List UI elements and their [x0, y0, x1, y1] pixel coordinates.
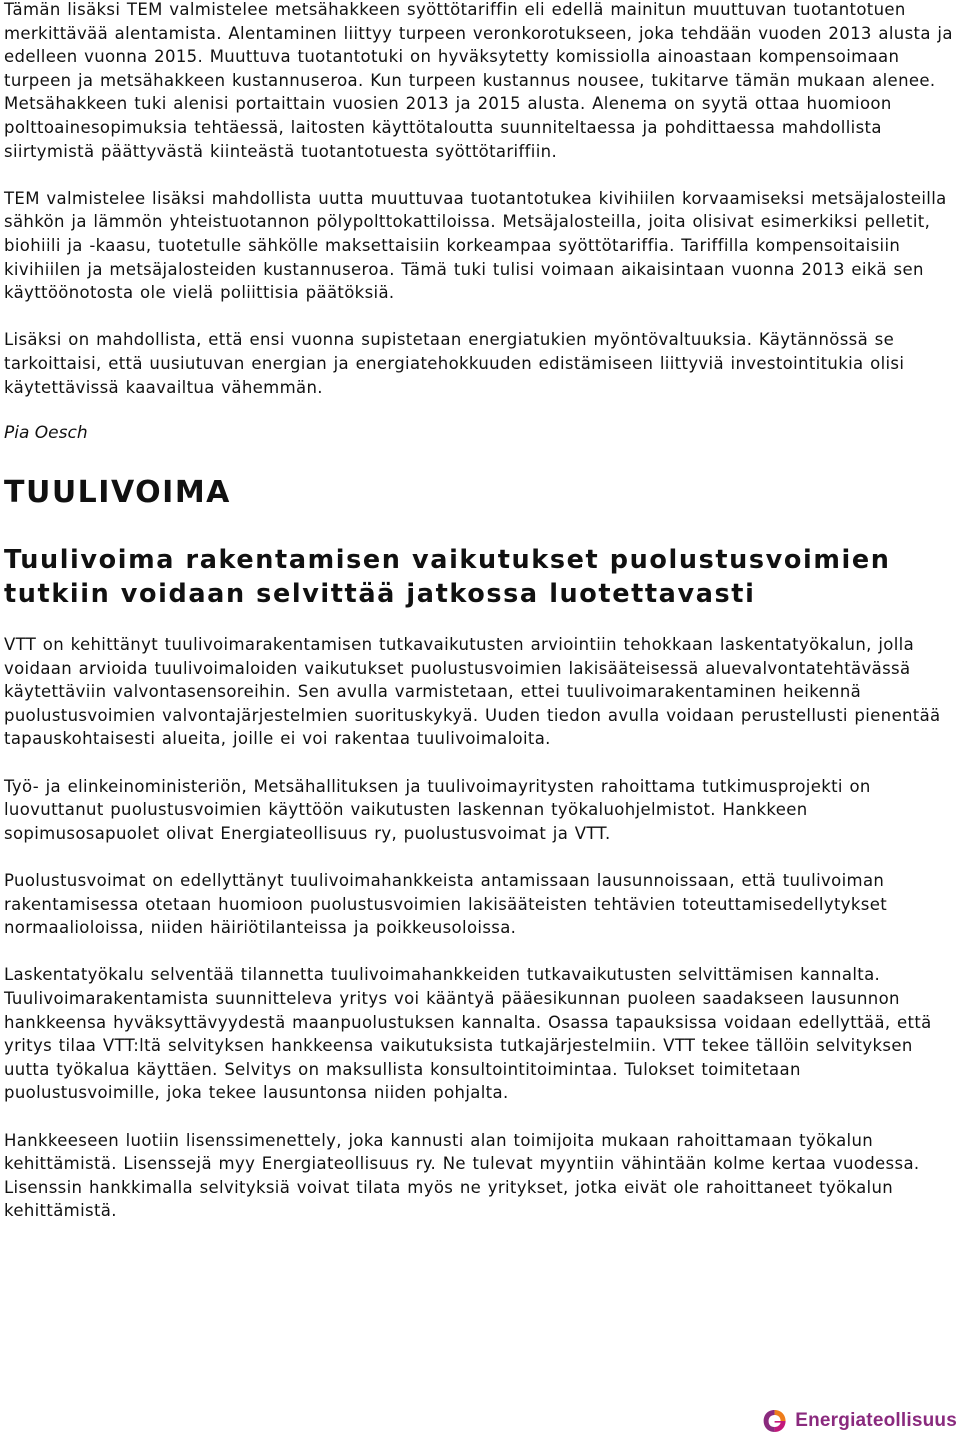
- paragraph: VTT on kehittänyt tuulivoimarakentamisen tutkavaikutusten arviointiin tehokkaan laskentatyökalun, jolla voidaan arvioida tuulivoimaloiden vaikutukset puolustusvoimien lakisääteisessä aluevalvontatehtävässä käytettäviin valvontasensoreihin. Sen avulla varmistetaan, ettei tuulivoimarakentaminen heikennä puolustusvoimien valvontajärjestelmien suorituskykyä. Uuden tiedon avulla voidaan perustellusti pienentää tapauskohtaisesti alueita, joille ei voi rakentaa tuulivoimaloita.: [4, 635, 941, 749]
- paragraph: Lisäksi on mahdollista, että ensi vuonna supistetaan energiatukien myöntövaltuuksia. Käytännössä se tarkoittaisi, että uusiutuvan energian ja energiatehokkuuden edistämiseen liittyviä investointitukia olisi käytettävissä kaavailtua vähemmän.: [4, 330, 905, 397]
- document-page: [4, 0, 956, 1223]
- article-title: Tuulivoima rakentamisen vaikutukset puolustusvoimien tutkiin voidaan selvittää jatkossa luotettavasti: [4, 545, 891, 610]
- author-name: Pia Oesch: [4, 423, 88, 444]
- paragraph: TEM valmistelee lisäksi mahdollista uutta muuttuvaa tuotantotukea kivihiilen korvaamiseksi metsäjalosteilla sähkön ja lämmön yhteistuotannon pölypolttokattiloissa. Metsäjalosteilla, joita olisivat esimerkiksi pelletit, biohiili ja -kaasu, tuotetulle sähkölle maksettaisiin korkeampaa syöttötariffia. Tariffilla kompensoitaisiin kivihiilen ja metsäjalosteiden kustannuseroa. Tämä tuki tulisi voimaan aikaisintaan vuonna 2013 eikä sen käyttöönotosta ole vielä poliittisia päätöksiä.: [4, 188, 947, 303]
- paragraph: Hankkeeseen luotiin lisenssimenettely, joka kannusti alan toimijoita mukaan rahoittamaan työkalun kehittämistä. Lisenssejä myy Energiateollisuus ry. Ne tulevat myyntiin vähintään kolme kertaa vuodessa. Lisenssin hankkimalla selvityksiä voivat tilata myös ne yritykset, jotka eivät ole rahoittaneet työkalun kehittämistä.: [4, 1130, 920, 1221]
- energiateollisuus-logo-icon: [762, 1398, 787, 1444]
- paragraph: Tämän lisäksi TEM valmistelee metsähakkeen syöttötariffin eli edellä mainitun muuttuvan tuotantotuen merkittävää alentamista. Alentaminen liittyy turpeen veronkorotukseen, joka tehdään vuoden 2013 alusta ja edelleen vuonna 2015. Muuttuva tuotantotuki on hyväksytetty komissiolla ainoastaan kompensoimaan turpeen ja metsähakkeen kustannuseroa. Kun turpeen kustannus nousee, tukitarve tämän mukaan alenee. Metsähakkeen tuki alenisi portaittain vuosien 2013 ja 2015 alusta. Alenema on syytä ottaa huomioon polttoainesopimuksia tehtäessä, laitosten käyttötaloutta suunniteltaessa ja pohdittaessa mahdollista siirtymistä päättyvästä kiinteästä tuotantotuesta syöttötariffiin.: [4, 0, 953, 161]
- logo-text: Energiateollisuus: [795, 1410, 957, 1431]
- paragraph: Laskentatyökalu selventää tilannetta tuulivoimahankkeiden tutkavaikutusten selvittämisen kannalta. Tuulivoimarakentamista suunnitteleva yritys voi kääntyä pääesikunnan puoleen saadakseen lausunnon hankkeensa hyväksyttävyydestä maanpuolustuksen kannalta. Osassa tapauksissa voidaan edellyttää, että yritys tilaa VTT:ltä selvityksen hankkeensa vaikutuksista tutkajärjestelmiin. VTT tekee tällöin selvityksen uutta työkalua käyttäen. Selvitys on maksullista konsultointitoimintaa. Tulokset toimitetaan puolustusvoimille, joka tekee lausuntonsa niiden pohjalta.: [4, 965, 932, 1103]
- paragraph: Puolustusvoimat on edellyttänyt tuulivoimahankkeista antamissaan lausunnoissaan, että tuulivoiman rakentamisessa otetaan huomioon puolustusvoimien lakisääteisten tehtävien toteuttamisedellytykset normaalioloissa, niiden häiriötilanteissa ja poikkeusoloissa.: [4, 871, 888, 938]
- section-title: TUULIVOIMA: [4, 475, 231, 511]
- energiateollisuus-logo: [762, 1398, 957, 1444]
- paragraph: Työ- ja elinkeinoministeriön, Metsähallituksen ja tuulivoimayritysten rahoittama tutkimusprojekti on luovuttanut puolustusvoimien käyttöön vaikutusten laskennan työkaluohjelmistot. Hankkeen sopimusosapuolet olivat Energiateollisuus ry, puolustusvoimat ja VTT.: [4, 776, 871, 843]
